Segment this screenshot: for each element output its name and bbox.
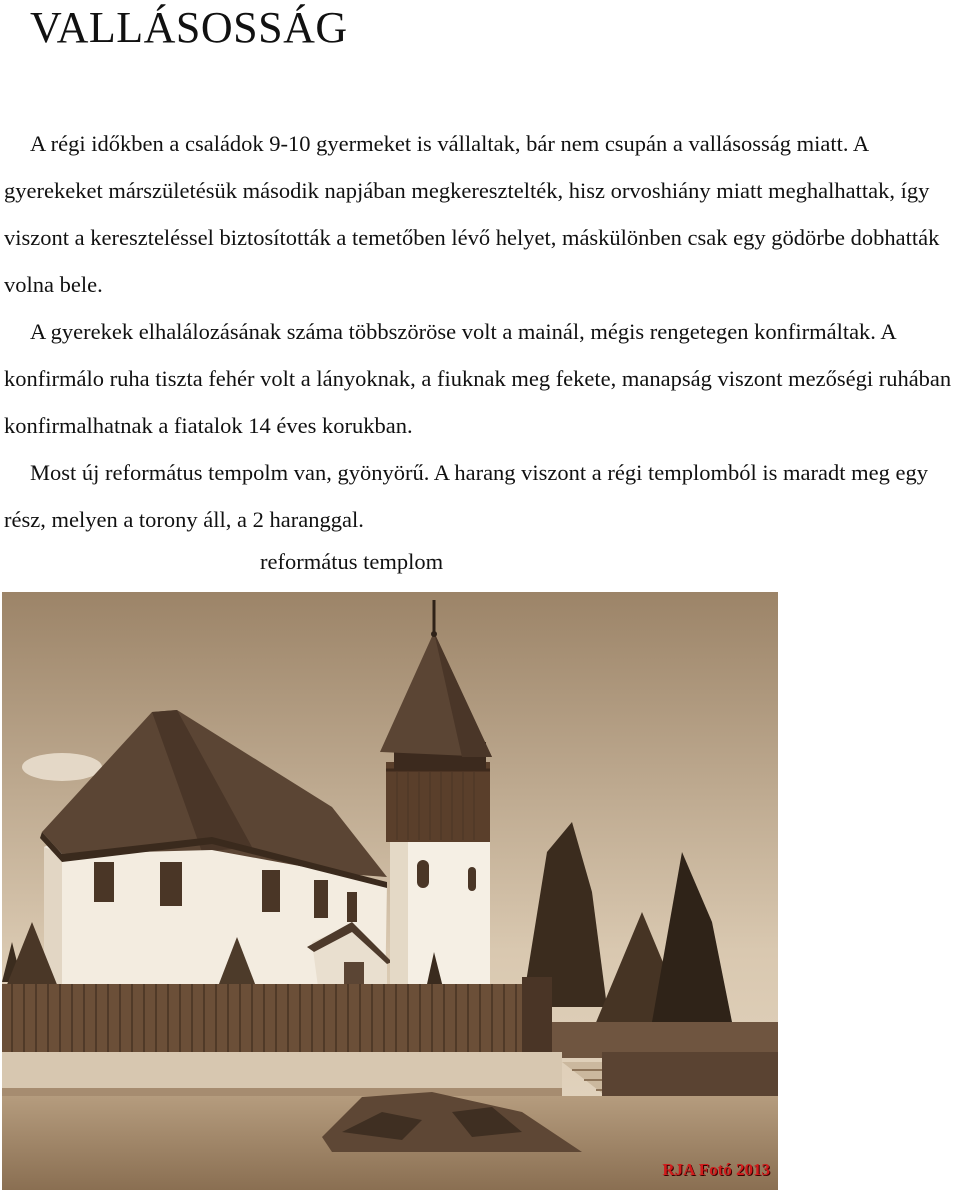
paragraph-2-text: A gyerekek elhalálozásának száma többszöröse volt a mainál, mégis rengetegen konfirmáltak. A konfirmálo ruha tiszta fehér volt a lányoknak, a fiuknak meg fekete, manapság viszont mezőségi ruhában konfirmalhatnak a fiatalok 14 éves korukban. xyxy=(4,319,952,438)
photo-caption: református templom xyxy=(260,549,444,574)
body-text xyxy=(4,120,956,543)
paragraph-1-text: A régi időkben a családok 9-10 gyermeket is vállaltak, bár nem csupán a vallásosság miatt. A gyerekeket márszületésük második napjában megkeresztelték, hisz orvoshiány miatt meghalhattak, így viszont a kereszteléssel biztosították a temetőben lévő helyet, máskülönben csak egy gödörbe dobhatták volna bele. xyxy=(4,131,940,297)
paragraph-3-text: Most új református tempolm van, gyönyörű. A harang viszont a régi templomból is maradt meg egy rész, melyen a torony áll, a 2 haranggal. xyxy=(4,460,928,532)
paragraph-2 xyxy=(4,308,956,449)
photo-watermark: RJA Fotó 2013 xyxy=(662,1160,770,1179)
church-illustration xyxy=(2,592,778,1190)
paragraph-1 xyxy=(4,120,956,308)
page-title: VALLÁSOSSÁG xyxy=(30,3,348,52)
church-photo xyxy=(2,592,778,1190)
paragraph-3 xyxy=(4,449,956,543)
